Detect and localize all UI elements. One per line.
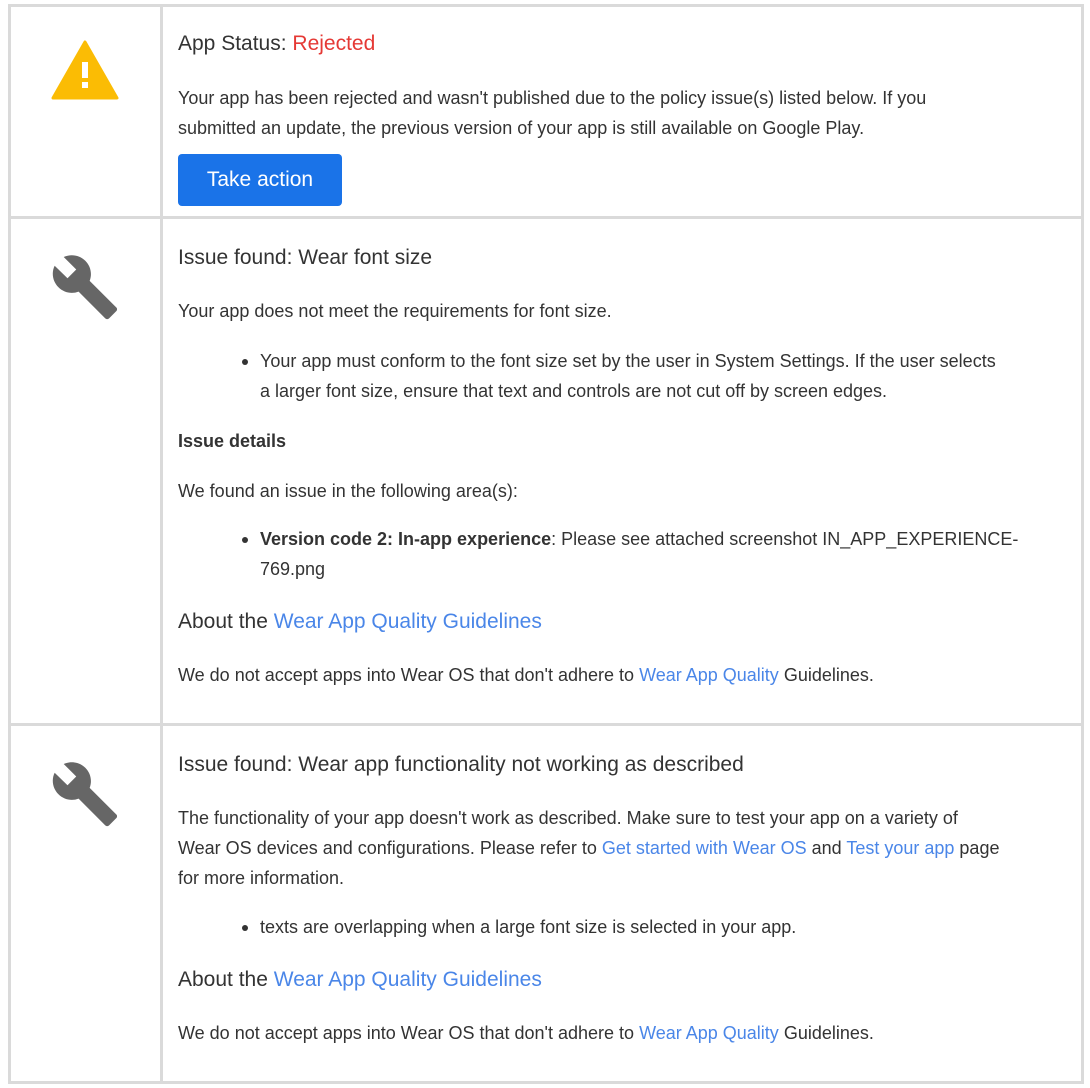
- table-border-bottom: [8, 1081, 1084, 1084]
- table-border-left: [8, 4, 11, 1084]
- list-item: [260, 912, 1068, 942]
- font-size-requirement-list: [178, 346, 1068, 406]
- version-code-label: Version code 2: In-app experience: [260, 529, 552, 549]
- wrench-icon: [50, 759, 120, 829]
- row-divider-2: [8, 723, 1084, 726]
- font-size-intro: Your app does not meet the requirements for font size.: [178, 301, 612, 321]
- bullet-dot: [242, 537, 248, 543]
- version-code-description: : Please see attached screenshot IN_APP_EXPERIENCE-: [551, 529, 1019, 549]
- table-border-right: [1081, 4, 1084, 1084]
- bullet-dot: [242, 359, 248, 365]
- screenshot-filename: 769.png: [260, 559, 326, 579]
- notice-suffix: Guidelines.: [778, 1023, 874, 1043]
- and-text: and: [806, 838, 847, 858]
- status-rejected-text: Rejected: [292, 32, 376, 55]
- wrench-icon: [50, 252, 120, 322]
- wear-app-quality-guidelines-link[interactable]: Wear App Quality Guidelines: [273, 968, 542, 991]
- functionality-issue-list: [178, 912, 1068, 942]
- issue-title-functionality: Issue found: Wear app functionality not working as described: [178, 753, 744, 776]
- functionality-line-2: [178, 833, 1068, 863]
- take-action-button[interactable]: Take action: [178, 154, 342, 206]
- notice-prefix: We do not accept apps into Wear OS that don't adhere to: [178, 1023, 640, 1043]
- overlapping-text-issue: texts are overlapping when a large font size is selected in your app.: [260, 917, 797, 937]
- wear-app-quality-link[interactable]: Wear App Quality: [639, 1023, 779, 1043]
- found-issue-text: We found an issue in the following area(s):: [178, 481, 518, 501]
- get-started-with-wear-os-link[interactable]: Get started with Wear OS: [601, 838, 807, 858]
- app-status-label: App Status:: [178, 32, 293, 55]
- row-divider-1: [8, 216, 1084, 219]
- rejection-message: [178, 83, 1068, 143]
- guidelines-notice: [178, 660, 1068, 690]
- test-your-app-link[interactable]: Test your app: [846, 838, 955, 858]
- affected-areas-list: [178, 524, 1068, 584]
- app-status-heading: [178, 30, 1068, 58]
- list-item: [260, 524, 1068, 584]
- notice-suffix: Guidelines.: [778, 665, 874, 685]
- issue-title-font-size: Issue found: Wear font size: [178, 246, 433, 269]
- notice-prefix: We do not accept apps into Wear OS that don't adhere to: [178, 665, 640, 685]
- about-prefix: About the: [178, 968, 274, 991]
- guidelines-notice: [178, 1018, 1068, 1048]
- functionality-message: [178, 803, 1068, 893]
- about-guidelines-heading: [178, 608, 1068, 636]
- list-item: [260, 346, 1068, 406]
- requirement-line-1: Your app must conform to the font size set by the user in System Settings. If the user selects: [260, 351, 996, 371]
- table-border-top: [8, 4, 1084, 7]
- bullet-dot: [242, 925, 248, 931]
- issue-details-heading: Issue details: [178, 431, 287, 451]
- warning-icon: [51, 40, 119, 100]
- wear-app-quality-guidelines-link[interactable]: Wear App Quality Guidelines: [273, 610, 542, 633]
- about-guidelines-heading: [178, 966, 1068, 994]
- column-divider: [160, 4, 163, 1084]
- refer-prefix: Wear OS devices and configurations. Please refer to: [178, 838, 602, 858]
- functionality-line-3: for more information.: [178, 868, 345, 888]
- page-text: page: [954, 838, 1000, 858]
- rejection-message-line-1: Your app has been rejected and wasn't published due to the policy issue(s) listed below. If you: [178, 88, 927, 108]
- wear-app-quality-link[interactable]: Wear App Quality: [639, 665, 779, 685]
- rejection-message-line-2: submitted an update, the previous version of your app is still available on Google Play.: [178, 118, 865, 138]
- about-prefix: About the: [178, 610, 274, 633]
- requirement-line-2: a larger font size, ensure that text and controls are not cut off by screen edges.: [260, 381, 888, 401]
- functionality-line-1: The functionality of your app doesn't work as described. Make sure to test your app on a variety of: [178, 808, 958, 828]
